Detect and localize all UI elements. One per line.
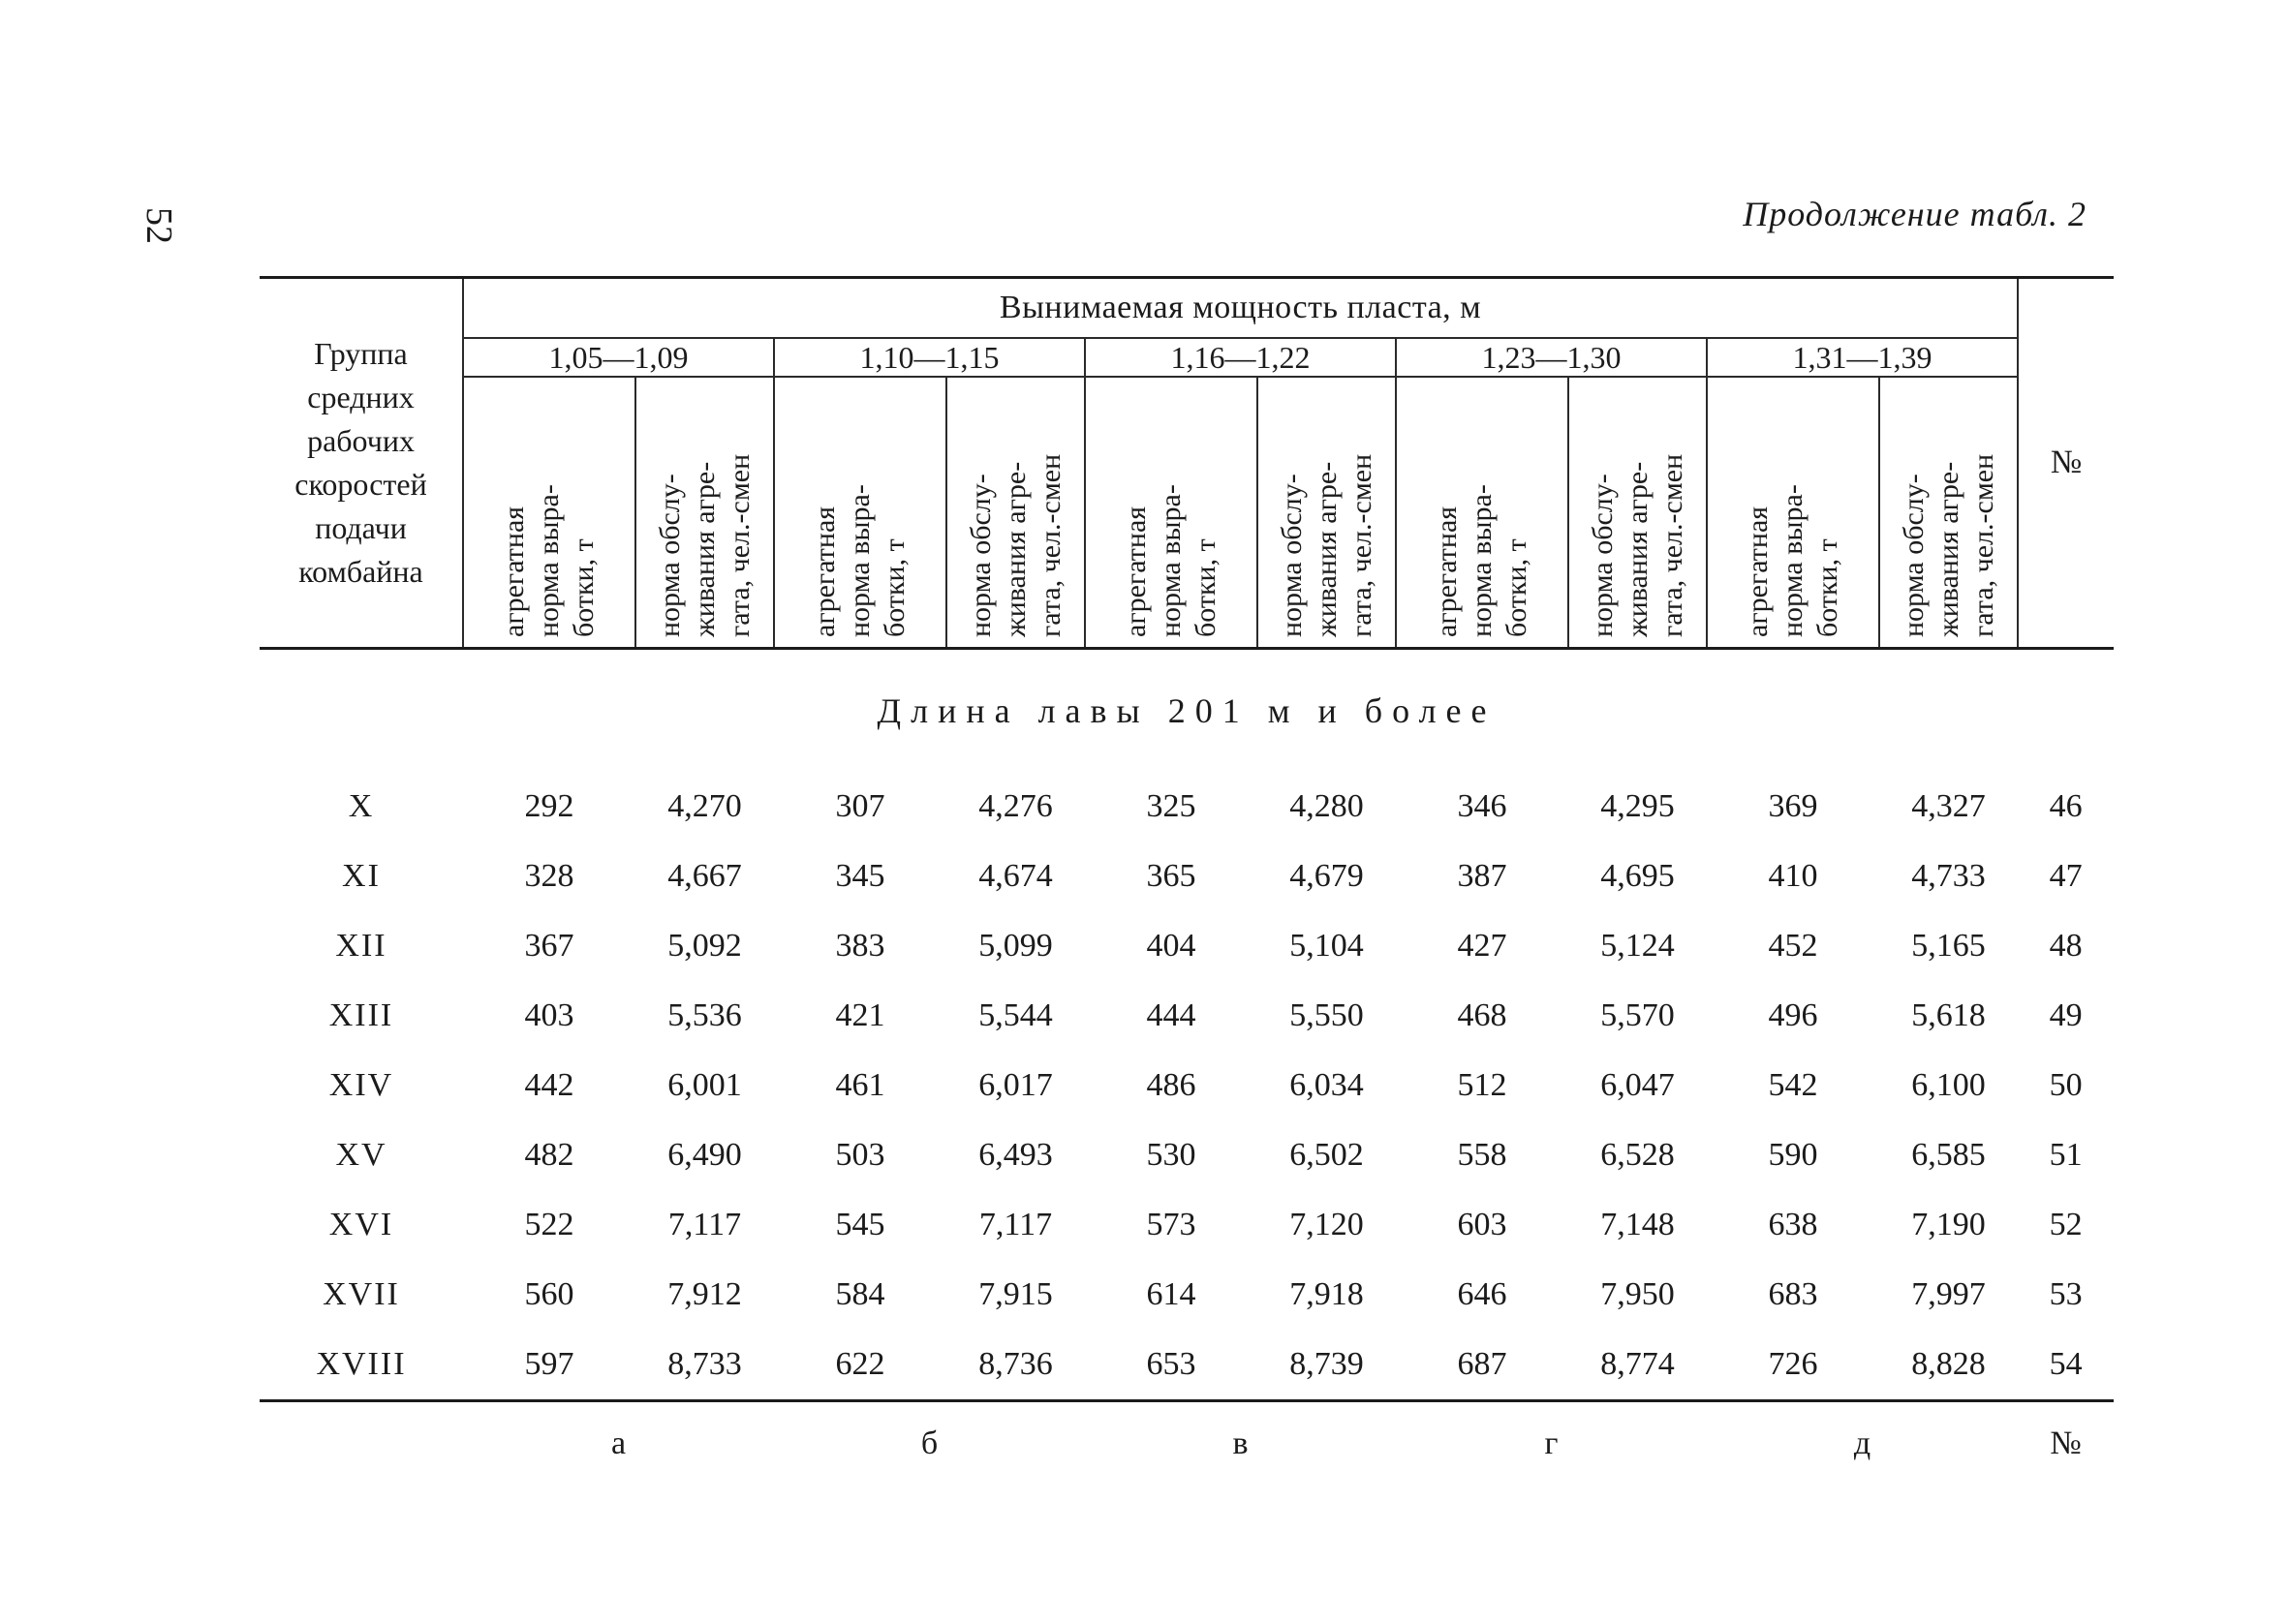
value-cell: 597 — [524, 1346, 574, 1382]
sub-header-output — [1396, 377, 1568, 649]
value-cell: 4,674 — [978, 858, 1053, 894]
range-header: 1,10—1,15 — [774, 338, 1085, 377]
group-header-line: скоростей — [294, 467, 427, 502]
row-number: 50 — [2049, 1067, 2083, 1103]
value-cell: 542 — [1768, 1067, 1818, 1103]
value-cell: 404 — [1146, 928, 1196, 964]
sub-header-line: агрегатная — [809, 506, 841, 637]
value-cell: 461 — [835, 1067, 885, 1103]
value-cell: 369 — [1768, 788, 1818, 824]
value-cell: 638 — [1768, 1207, 1818, 1242]
value-cell: 5,092 — [667, 928, 742, 964]
value-cell: 452 — [1768, 928, 1818, 964]
value-cell: 6,490 — [667, 1137, 742, 1173]
table-row — [260, 1260, 2114, 1330]
sub-header-output — [1085, 377, 1257, 649]
group-cell: XII — [335, 928, 387, 964]
row-number: 51 — [2049, 1137, 2083, 1173]
value-cell: 7,915 — [978, 1276, 1053, 1312]
value-cell: 687 — [1457, 1346, 1507, 1382]
value-cell: 325 — [1146, 788, 1196, 824]
value-cell: 328 — [524, 858, 574, 894]
value-cell: 6,034 — [1289, 1067, 1364, 1103]
value-cell: 726 — [1768, 1346, 1818, 1382]
value-cell: 590 — [1768, 1137, 1818, 1173]
value-cell: 7,950 — [1600, 1276, 1675, 1312]
value-cell: 5,570 — [1600, 997, 1675, 1033]
sub-header-line: агрегатная — [1120, 506, 1152, 637]
group-header-line: рабочих — [307, 423, 415, 458]
value-cell: 292 — [524, 788, 574, 824]
value-cell: 410 — [1768, 858, 1818, 894]
column-letter: б — [774, 1401, 1085, 1463]
sub-header-line: агрегатная — [1431, 506, 1463, 637]
sub-header-service — [946, 377, 1085, 649]
sub-header-line: живания агре- — [1932, 461, 1964, 637]
row-number: 54 — [2049, 1346, 2083, 1382]
value-cell: 7,912 — [667, 1276, 742, 1312]
value-cell: 522 — [524, 1207, 574, 1242]
table-caption: Продолжение табл. 2 — [1743, 195, 2087, 233]
value-cell: 5,104 — [1289, 928, 1364, 964]
sub-header-output — [774, 377, 946, 649]
sub-header-line: живания агре- — [688, 461, 721, 637]
sub-header-line: норма выра- — [1155, 483, 1187, 637]
value-cell: 421 — [835, 997, 885, 1033]
sub-header-line: норма обслу- — [1275, 473, 1308, 637]
table-row — [260, 1190, 2114, 1260]
value-cell: 403 — [524, 997, 574, 1033]
sub-header-line: норма обслу- — [1586, 473, 1619, 637]
table-row — [260, 772, 2114, 842]
value-cell: 5,544 — [978, 997, 1053, 1033]
sub-header-line: агрегатная — [1742, 506, 1774, 637]
sub-header-line: норма выра- — [1777, 483, 1809, 637]
value-cell: 6,502 — [1289, 1137, 1364, 1173]
value-cell: 7,190 — [1911, 1207, 1986, 1242]
sub-header-line: агрегатная — [498, 506, 530, 637]
row-number: 47 — [2049, 858, 2083, 894]
sub-header-line: гата, чел.-смен — [1966, 453, 1999, 637]
value-cell: 7,117 — [978, 1207, 1053, 1242]
group-header-line: Группа — [314, 336, 408, 371]
value-cell: 482 — [524, 1137, 574, 1173]
value-cell: 4,280 — [1289, 788, 1364, 824]
value-cell: 622 — [835, 1346, 885, 1382]
table-row — [260, 981, 2114, 1051]
value-cell: 486 — [1146, 1067, 1196, 1103]
value-cell: 6,528 — [1600, 1137, 1675, 1173]
value-cell: 6,017 — [978, 1067, 1053, 1103]
value-cell: 7,997 — [1911, 1276, 1986, 1312]
sub-header-service — [1879, 377, 2018, 649]
value-cell: 4,327 — [1911, 788, 1986, 824]
sub-header-line: ботки, т — [1190, 537, 1221, 637]
column-letter: в — [1085, 1401, 1396, 1463]
value-cell: 427 — [1457, 928, 1507, 964]
sub-header-line: норма выра- — [533, 483, 565, 637]
value-cell: 307 — [835, 788, 885, 824]
table-row — [260, 911, 2114, 981]
sub-header-line: ботки, т — [568, 537, 600, 637]
row-number: 48 — [2049, 928, 2083, 964]
sub-header-service — [1257, 377, 1396, 649]
value-cell: 346 — [1457, 788, 1507, 824]
value-cell: 503 — [835, 1137, 885, 1173]
value-cell: 530 — [1146, 1137, 1196, 1173]
sub-header-output — [463, 377, 635, 649]
row-number: 52 — [2049, 1207, 2083, 1242]
value-cell: 4,295 — [1600, 788, 1675, 824]
value-cell: 6,047 — [1600, 1067, 1675, 1103]
sub-header-line: норма обслу- — [964, 473, 997, 637]
sub-header-line: живания агре- — [1621, 461, 1654, 637]
page-number: 52 — [139, 207, 179, 244]
value-cell: 5,165 — [1911, 928, 1986, 964]
value-cell: 653 — [1146, 1346, 1196, 1382]
range-header: 1,05—1,09 — [463, 338, 774, 377]
column-letter: д — [1707, 1401, 2018, 1463]
row-number: 49 — [2049, 997, 2083, 1033]
section-title: Длина лавы 201 м и более — [260, 649, 2114, 773]
value-cell: 560 — [524, 1276, 574, 1312]
sub-header-line: гата, чел.-смен — [1655, 453, 1688, 637]
group-cell: XIII — [328, 997, 394, 1033]
value-cell: 6,100 — [1911, 1067, 1986, 1103]
group-cell: XI — [342, 858, 381, 894]
value-cell: 6,001 — [667, 1067, 742, 1103]
group-cell: XIV — [328, 1067, 394, 1103]
row-number: 53 — [2049, 1276, 2083, 1312]
table-row — [260, 842, 2114, 911]
value-cell: 6,585 — [1911, 1137, 1986, 1173]
sub-header-line: норма выра- — [844, 483, 876, 637]
value-cell: 444 — [1146, 997, 1196, 1033]
value-cell: 4,695 — [1600, 858, 1675, 894]
sub-header-line: норма выра- — [1466, 483, 1498, 637]
value-cell: 5,550 — [1289, 997, 1364, 1033]
sub-header-line: ботки, т — [879, 537, 911, 637]
table-row — [260, 1051, 2114, 1120]
value-cell: 345 — [835, 858, 885, 894]
value-cell: 383 — [835, 928, 885, 964]
sub-header-service — [635, 377, 774, 649]
group-header-line: подачи — [315, 510, 407, 545]
sub-header-line: гата, чел.-смен — [1345, 453, 1377, 637]
value-cell: 558 — [1457, 1137, 1507, 1173]
sub-header-line: ботки, т — [1811, 537, 1843, 637]
value-cell: 614 — [1146, 1276, 1196, 1312]
value-cell: 7,918 — [1289, 1276, 1364, 1312]
value-cell: 365 — [1146, 858, 1196, 894]
value-cell: 7,120 — [1289, 1207, 1364, 1242]
value-cell: 387 — [1457, 858, 1507, 894]
value-cell: 442 — [524, 1067, 574, 1103]
group-header-line: комбайна — [298, 554, 423, 589]
value-cell: 8,828 — [1911, 1346, 1986, 1382]
value-cell: 603 — [1457, 1207, 1507, 1242]
value-cell: 512 — [1457, 1067, 1507, 1103]
value-cell: 4,679 — [1289, 858, 1364, 894]
norms-table — [260, 276, 2114, 1462]
value-cell: 8,774 — [1600, 1346, 1675, 1382]
sub-header-line: норма обслу- — [653, 473, 686, 637]
range-header: 1,16—1,22 — [1085, 338, 1396, 377]
number-header: № — [2018, 278, 2114, 649]
value-cell: 7,148 — [1600, 1207, 1675, 1242]
range-header: 1,23—1,30 — [1396, 338, 1707, 377]
value-cell: 5,099 — [978, 928, 1053, 964]
sub-header-line: норма обслу- — [1897, 473, 1930, 637]
range-header: 1,31—1,39 — [1707, 338, 2018, 377]
value-cell: 545 — [835, 1207, 885, 1242]
value-cell: 683 — [1768, 1276, 1818, 1312]
row-number: 46 — [2049, 788, 2083, 824]
table-row — [260, 1330, 2114, 1401]
column-letter: а — [463, 1401, 774, 1463]
group-cell: XVII — [323, 1276, 400, 1312]
value-cell: 4,733 — [1911, 858, 1986, 894]
sub-header-line: ботки, т — [1500, 537, 1532, 637]
value-cell: 584 — [835, 1276, 885, 1312]
thickness-header: Вынимаемая мощность пласта, м — [463, 278, 2018, 339]
group-header-line: средних — [307, 380, 415, 414]
value-cell: 5,124 — [1600, 928, 1675, 964]
value-cell: 496 — [1768, 997, 1818, 1033]
value-cell: 468 — [1457, 997, 1507, 1033]
value-cell: 8,739 — [1289, 1346, 1364, 1382]
value-cell: 367 — [524, 928, 574, 964]
value-cell: 573 — [1146, 1207, 1196, 1242]
footer-number-sign: № — [2018, 1401, 2114, 1463]
group-cell: XVI — [328, 1207, 394, 1242]
sub-header-line: гата, чел.-смен — [723, 453, 756, 637]
value-cell: 4,667 — [667, 858, 742, 894]
column-letter: г — [1396, 1401, 1707, 1463]
group-header — [260, 278, 463, 649]
sub-header-line: живания агре- — [999, 461, 1032, 637]
value-cell: 4,276 — [978, 788, 1053, 824]
sub-header-line: живания агре- — [1310, 461, 1343, 637]
value-cell: 7,117 — [667, 1207, 742, 1242]
value-cell: 5,536 — [667, 997, 742, 1033]
value-cell: 5,618 — [1911, 997, 1986, 1033]
value-cell: 8,733 — [667, 1346, 742, 1382]
sub-header-service — [1568, 377, 1707, 649]
table-row — [260, 1120, 2114, 1190]
footer-blank — [260, 1401, 463, 1463]
value-cell: 8,736 — [978, 1346, 1053, 1382]
group-cell: XV — [335, 1137, 387, 1173]
group-cell: XVIII — [316, 1346, 407, 1382]
value-cell: 6,493 — [978, 1137, 1053, 1173]
group-cell: X — [348, 788, 375, 824]
value-cell: 646 — [1457, 1276, 1507, 1312]
sub-header-output — [1707, 377, 1879, 649]
sub-header-line: гата, чел.-смен — [1034, 453, 1067, 637]
value-cell: 4,270 — [667, 788, 742, 824]
